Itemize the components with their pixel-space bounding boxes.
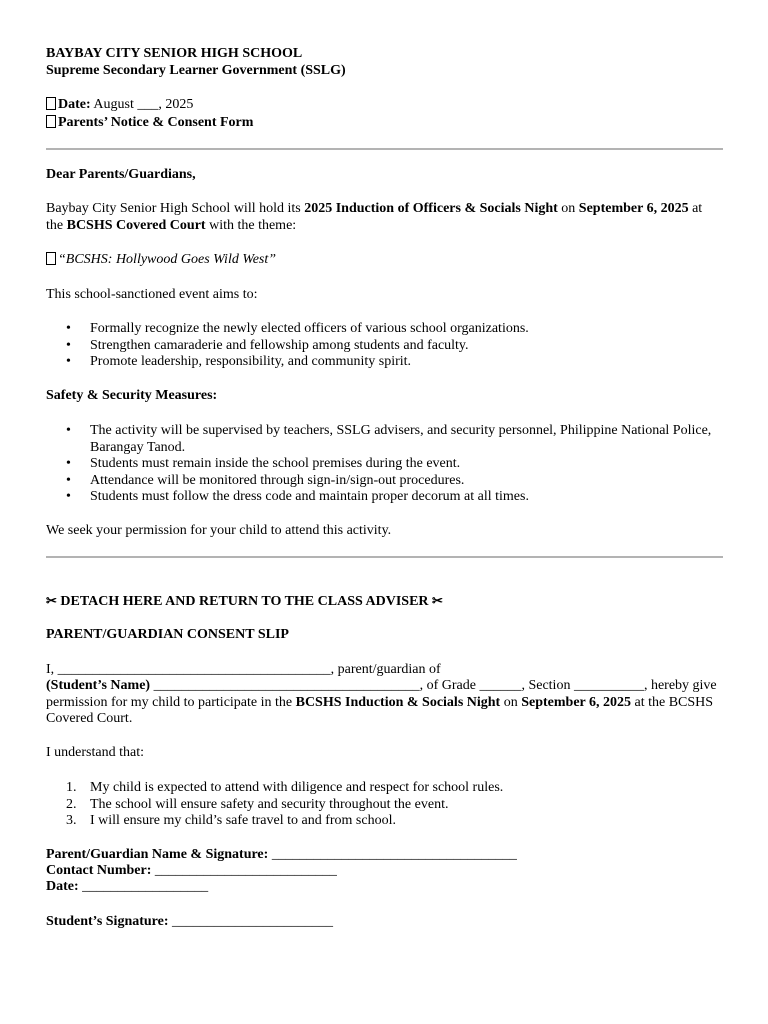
list-item: • Strengthen camaraderie and fellowship among students and faculty.: [46, 338, 722, 355]
contact-number-field: Contact Number: __________________________: [46, 863, 337, 878]
safety-heading: Safety & Security Measures:: [46, 388, 218, 403]
list-item: • Promote leadership, responsibility, and community spirit.: [46, 354, 722, 371]
event-name: 2025 Induction of Officers & Socials Night: [304, 201, 558, 216]
scissors-icon: ✂: [432, 593, 443, 608]
consent-line-1: I, _______________________________________, parent/guardian of: [46, 662, 441, 677]
theme: “BCSHS: Hollywood Goes Wild West”: [58, 252, 277, 267]
list-item: • The activity will be supervised by teachers, SSLG advisers, and security personnel, Philippine National Police, Barangay Tanod.: [46, 423, 722, 456]
list-item: • Students must remain inside the school premises during the event.: [46, 456, 722, 473]
date-line: [46, 97, 722, 114]
greeting: Dear Parents/Guardians,: [46, 167, 196, 182]
signing-date-field: Date: __________________: [46, 879, 209, 894]
scissors-icon: ✂: [46, 593, 57, 608]
student-name-label: (Student’s Name): [46, 678, 151, 693]
event-date: September 6, 2025: [578, 201, 689, 216]
safety-list: [46, 423, 722, 506]
theme-line: [46, 252, 722, 269]
student-signature-field: Student’s Signature: _______________________: [46, 914, 334, 929]
signing-date-label: Date:: [46, 879, 79, 894]
slip-title: PARENT/GUARDIAN CONSENT SLIP: [46, 627, 289, 642]
detach-instruction: ✂ DETACH HERE AND RETURN TO THE CLASS ADVISER ✂: [46, 593, 443, 609]
parent-signature-label: Parent/Guardian Name & Signature:: [46, 847, 269, 862]
film-icon: [46, 252, 56, 265]
aims-list: [46, 321, 722, 371]
parent-signature-field: Parent/Guardian Name & Signature: ___________________________________: [46, 847, 517, 862]
list-item: • Formally recognize the newly elected officers of various school organizations.: [46, 321, 722, 338]
document-icon: [46, 115, 56, 128]
divider-detach: [46, 556, 723, 558]
list-item: 1. My child is expected to attend with diligence and respect for school rules.: [66, 780, 504, 795]
permission-request: We seek your permission for your child to attend this activity.: [46, 523, 392, 538]
list-item: • Students must follow the dress code and maintain proper decorum at all times.: [46, 489, 722, 506]
consent-paragraph: (Student’s Name) ______________________________________, of Grade ______, Section __________, hereby give permission for my child to participate in the BCSHS Induction & Socials Night on September 6, 2025 at the BCSHS Covered Court.: [46, 678, 717, 726]
date-label: Date:: [58, 97, 91, 112]
aims-intro: This school-sanctioned event aims to:: [46, 287, 258, 302]
event-short: BCSHS Induction & Socials Night: [295, 694, 501, 710]
form-title: Parents’ Notice & Consent Form: [46, 115, 722, 132]
org-name: Supreme Secondary Learner Government (SSLG): [46, 63, 346, 78]
contact-number-label: Contact Number:: [46, 863, 152, 878]
divider-top: [46, 148, 723, 150]
list-item: 3. I will ensure my child’s safe travel to and from school.: [66, 813, 396, 828]
school-name: BAYBAY CITY SENIOR HIGH SCHOOL: [46, 46, 303, 61]
calendar-icon: [46, 97, 56, 110]
list-item: 2. The school will ensure safety and security throughout the event.: [66, 796, 449, 812]
intro-paragraph: Baybay City Senior High School will hold its 2025 Induction of Officers & Socials Night on September 6, 2025 at the BCSHS Covered Court with the theme:: [46, 201, 703, 233]
venue: BCSHS Covered Court: [66, 217, 206, 233]
list-item: • Attendance will be monitored through sign-in/sign-out procedures.: [46, 473, 722, 490]
date-value: August ___, 2025: [90, 97, 194, 112]
understand-list: [46, 780, 722, 830]
student-signature-label: Student’s Signature:: [46, 914, 169, 929]
understand-intro: I understand that:: [46, 745, 144, 760]
